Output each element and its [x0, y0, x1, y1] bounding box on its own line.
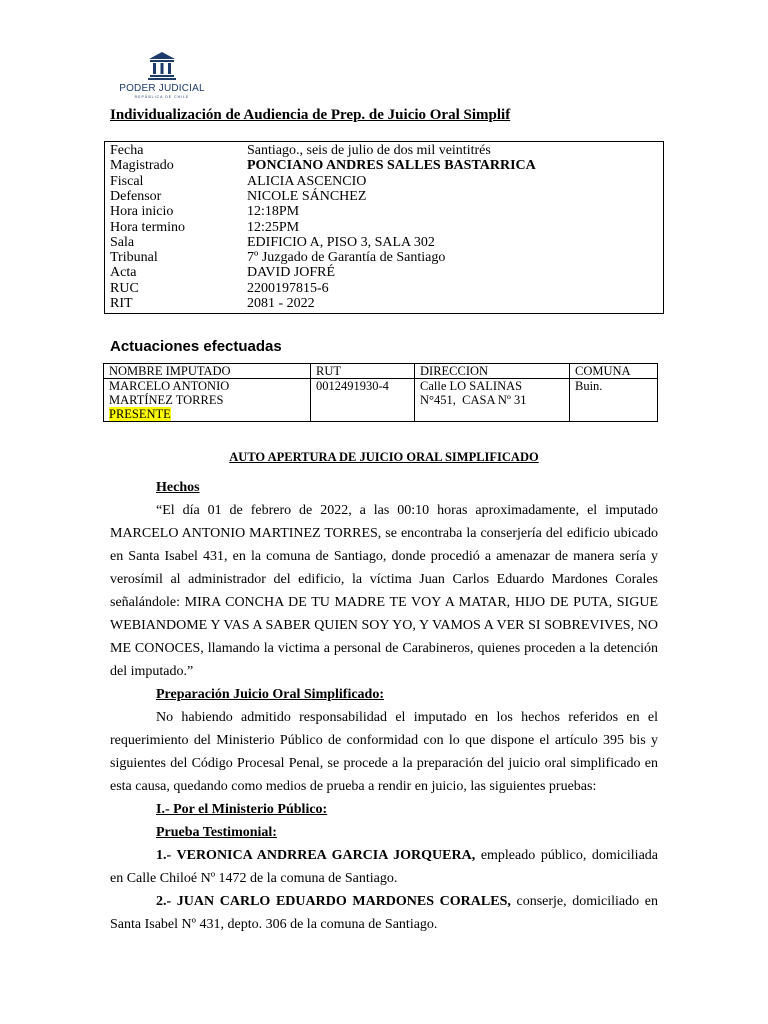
info-value: ALICIA ASCENCIO — [247, 173, 367, 189]
witness-detail: conserje, domiciliado en Santa Isabel Nº 431, depto. 306 de la comuna de Santiago. — [110, 894, 658, 932]
imputado-comuna-cell: Buin. — [570, 379, 658, 422]
info-value: NICOLE SÁNCHEZ — [247, 188, 367, 204]
witness-paragraph — [110, 890, 658, 936]
section-title: Actuaciones efectuadas — [110, 338, 282, 355]
table-row — [104, 379, 658, 422]
logo-subtitle: REPÚBLICA DE CHILE — [134, 95, 190, 99]
info-value: 12:18PM — [247, 204, 300, 220]
info-value: 2200197815-6 — [247, 280, 329, 296]
imputado-name-line: MARTÍNEZ TORRES — [109, 393, 224, 407]
info-label: RIT — [110, 296, 133, 311]
ministerio-heading: I.- Por el Ministerio Público: — [156, 802, 328, 817]
info-label: RUC — [110, 280, 139, 296]
document-title: Individualización de Audiencia de Prep. de Juicio Oral Simplif — [110, 107, 511, 123]
info-value: EDIFICIO A, PISO 3, SALA 302 — [247, 234, 435, 250]
witness-detail: empleado público, domiciliada en Calle Chiloé Nº 1472 de la comuna de Santiago. — [110, 848, 658, 886]
prep-heading: Preparación Juicio Oral Simplificado: — [156, 687, 385, 702]
imputado-rut-cell: 0012491930-4 — [311, 379, 415, 422]
prep-paragraph: No habiendo admitido responsabilidad el imputado en los hechos referidos en el requerimiento del Ministerio Público de conformidad con lo que dispone el artículo 395 bis y siguientes del Código Procesal Penal, se procede a la preparación del juicio oral simplificado en esta causa, quedando como medios de prueba a rendir en juicio, las siguientes pruebas: — [110, 710, 658, 794]
info-label: Magistrado — [110, 158, 174, 174]
imputado-address-cell — [415, 379, 570, 422]
address-line: Calle LO SALINAS — [420, 379, 523, 393]
info-label: Defensor — [110, 188, 162, 204]
info-value: 12:25PM — [247, 219, 300, 235]
document-body — [110, 476, 658, 936]
imputado-name-cell — [104, 379, 311, 422]
column-header: RUT — [311, 364, 415, 379]
info-label: Acta — [110, 265, 137, 281]
info-value: DAVID JOFRÉ — [247, 265, 336, 281]
witness-paragraph — [110, 844, 658, 890]
info-value: PONCIANO ANDRES SALLES BASTARRICA — [247, 158, 536, 174]
poder-judicial-logo — [112, 50, 212, 100]
witness-name: 2.- JUAN CARLO EDUARDO MARDONES CORALES, — [156, 894, 511, 909]
info-value: Santiago., seis de julio de dos mil veintitrés — [247, 143, 491, 158]
info-label: Tribunal — [110, 250, 158, 266]
column-header: DIRECCION — [415, 364, 570, 379]
table-header-row — [104, 364, 658, 379]
imputado-name-line: MARCELO ANTONIO — [109, 379, 230, 393]
courthouse-icon — [147, 50, 177, 82]
logo-name: PODER JUDICIAL — [119, 83, 205, 94]
info-label: Fiscal — [110, 173, 144, 189]
info-value: 2081 - 2022 — [247, 296, 315, 311]
testimonial-heading: Prueba Testimonial: — [156, 825, 277, 840]
auto-title: AUTO APERTURA DE JUICIO ORAL SIMPLIFICADO — [229, 450, 539, 464]
imputados-table — [103, 363, 658, 422]
witness-name: 1.- VERONICA ANDRREA GARCIA JORQUERA, — [156, 848, 476, 863]
hearing-info-box — [104, 141, 664, 314]
info-value: 7º Juzgado de Garantía de Santiago — [247, 250, 446, 266]
status-badge: PRESENTE — [109, 407, 171, 421]
address-line: N°451, CASA Nº 31 — [420, 393, 527, 407]
info-label: Hora inicio — [110, 204, 174, 220]
hechos-heading: Hechos — [156, 480, 200, 495]
hechos-paragraph: “El día 01 de febrero de 2022, a las 00:10 horas aproximadamente, el imputado MARCELO ANTONIO MARTINEZ TORRES, se encontraba la conserjería del edificio ubicado en Santa Isabel 431, en la comuna de Santiago, donde procedió a amenazar de manera sería y verosímil al administrador del edificio, la víctima Juan Carlos Eduardo Mardones Corales señalándole: MIRA CONCHA DE TU MADRE TE VOY A MATAR, HIJO DE PUTA, SIGUE WEBIANDOME Y VAS A SABER QUIEN SOY YO, Y VAMOS A VER SI SOBREVIVES, NO ME CONOCES, llamando la victima a personal de Carabineros, quienes proceden a la detención del imputado.” — [110, 503, 658, 679]
info-label: Sala — [110, 234, 135, 250]
column-header: COMUNA — [570, 364, 658, 379]
info-label: Hora termino — [110, 219, 186, 235]
column-header: NOMBRE IMPUTADO — [104, 364, 311, 379]
info-label: Fecha — [110, 143, 144, 158]
